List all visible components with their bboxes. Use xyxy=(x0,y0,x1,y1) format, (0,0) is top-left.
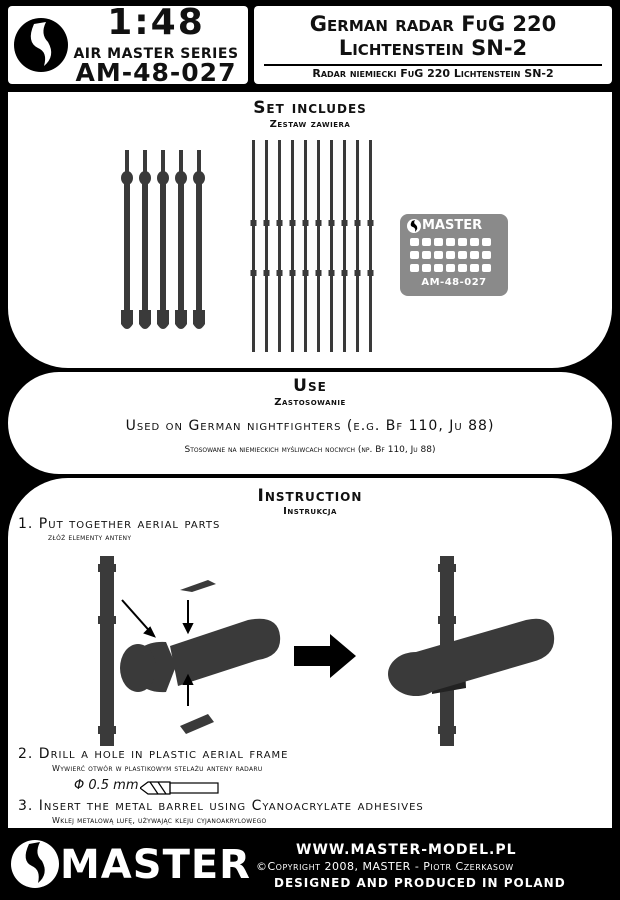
series-label: AIR MASTER SERIES xyxy=(73,46,239,62)
step-3-text: 3. Insert the metal barrel using Cyanoacrylate adhesives xyxy=(18,798,424,814)
barrel-part xyxy=(121,150,133,329)
header-title-box xyxy=(254,6,612,84)
product-title-line2: Lichtenstein SN-2 xyxy=(338,36,528,60)
set-includes-heading: Set includes xyxy=(253,98,367,118)
product-title-line1: German radar FuG 220 xyxy=(309,12,557,36)
designed-in-text: DESIGNED AND PRODUCED IN POLAND xyxy=(274,876,566,890)
drill-size-label: Φ 0.5 mm xyxy=(74,778,139,793)
use-panel xyxy=(8,372,612,474)
fret-parts-grid xyxy=(410,238,500,274)
assembly-after-illustration xyxy=(376,556,556,746)
step-1-text: 1. Put together aerial parts xyxy=(18,516,221,532)
fret-code: AM-48-027 xyxy=(421,277,487,288)
use-heading: Use xyxy=(293,376,327,396)
step-2-subtext: Wywierć otwór w plastikowym stelażu anteny radaru xyxy=(52,764,263,773)
website-link[interactable]: WWW.MASTER-MODEL.PL xyxy=(296,842,517,858)
use-text-en: Used on German nightfighters (e.g. Bf 110, Ju 88) xyxy=(125,418,495,434)
metal-rods-illustration xyxy=(248,140,388,355)
footer-master-logo-icon xyxy=(10,834,60,894)
photo-etched-fret xyxy=(400,214,508,296)
use-heading-pl: Zastosowanie xyxy=(274,397,346,408)
master-logo-icon xyxy=(12,12,70,78)
title-divider xyxy=(264,64,602,66)
copyright-text: ©Copyright 2008, MASTER - Piotr Czerkasow xyxy=(256,860,514,873)
scale-label: 1:48 xyxy=(107,2,205,43)
step-3-subtext: Wklej metalową lufę, używając kleju cyjanoakrylowego xyxy=(52,816,267,825)
set-includes-heading-pl: Zestaw zawiera xyxy=(269,119,351,130)
instruction-panel xyxy=(8,478,612,828)
arrow-right-icon xyxy=(294,634,356,678)
header-left-box xyxy=(8,2,248,87)
drill-bit-icon xyxy=(140,780,220,796)
fret-brand: MASTER xyxy=(422,218,483,233)
product-subtitle-pl: Radar niemiecki FuG 220 Lichtenstein SN-2 xyxy=(312,67,554,80)
use-text-pl: Stosowane na niemieckich myśliwcach nocnych (np. Bf 110, Ju 88) xyxy=(184,445,436,455)
fret-logo-icon xyxy=(406,218,422,234)
assembly-before-illustration xyxy=(88,556,288,746)
footer-brand: MASTER xyxy=(60,842,251,888)
set-includes-panel xyxy=(8,92,612,368)
step-2-text: 2. Drill a hole in plastic aerial frame xyxy=(18,746,289,762)
instruction-heading: Instruction xyxy=(257,486,363,506)
step-1-subtext: złóż elementy anteny xyxy=(48,533,132,542)
catalog-number: AM-48-027 xyxy=(75,58,237,87)
instruction-heading-pl: Instrukcja xyxy=(283,506,337,517)
metal-barrels-illustration xyxy=(116,150,216,340)
